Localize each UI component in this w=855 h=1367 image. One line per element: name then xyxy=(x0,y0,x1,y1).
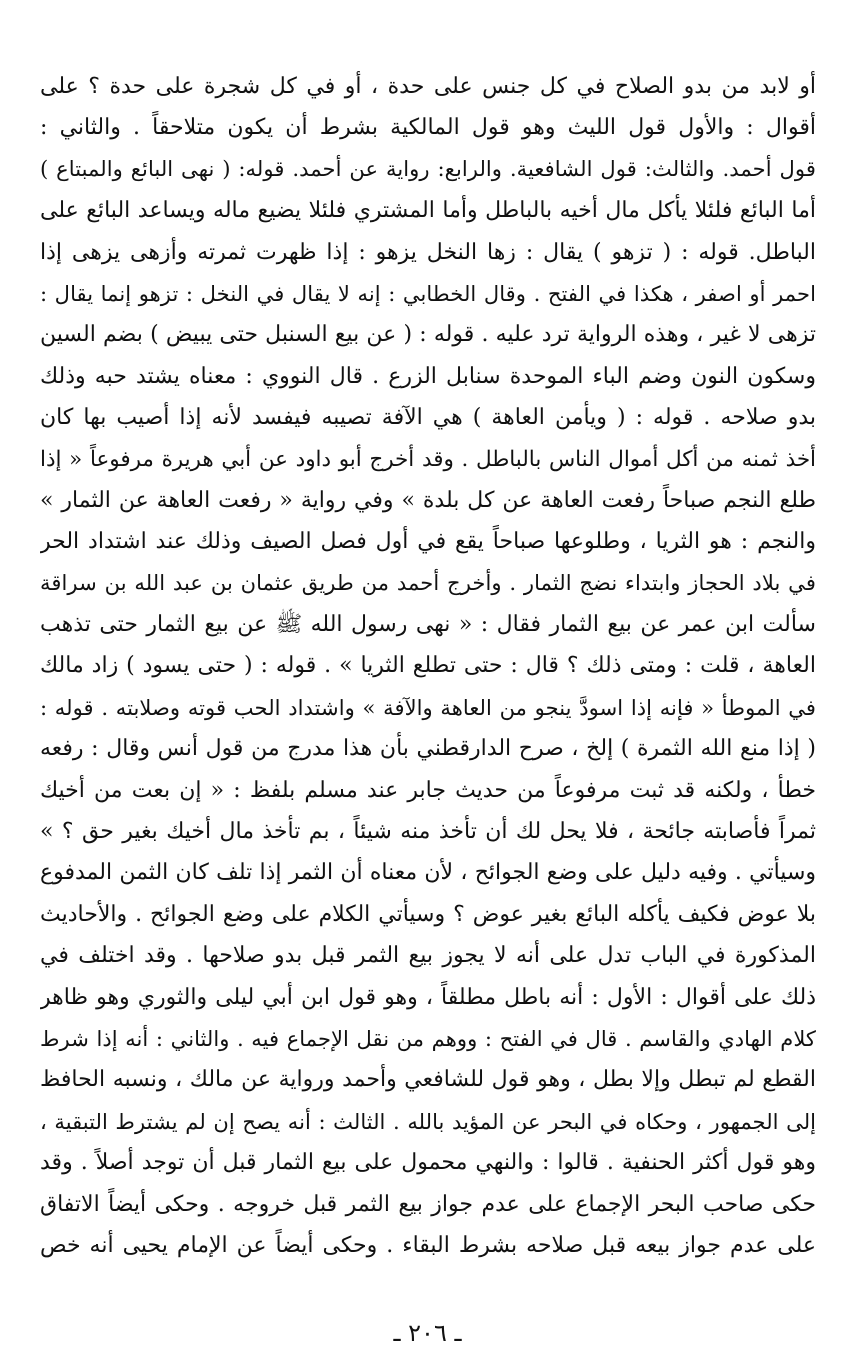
text-line: كلام الهادي والقاسم . قال في الفتح : ووهم من نقل الإجماع فيه . والثاني : أنه إذا شرط xyxy=(40,1025,816,1051)
text-line: ذلك على أقوال : الأول : أنه باطل مطلقاً ، وهو قول ابن أبي ليلى والثوري وهو ظاهر xyxy=(40,984,816,1010)
text-line: العاهة ، قلت : ومتى ذلك ؟ قال : حتى تطلع الثريا » . قوله : ( حتى يسود ) زاد مالك xyxy=(40,653,816,679)
text-line: قول أحمد. والثالث: قول الشافعية. والرابع: رواية عن أحمد. قوله: ( نهى البائع والمبتاع ) xyxy=(40,156,816,182)
page-number: ـ ٢٠٦ ـ xyxy=(393,1319,462,1347)
text-line: على عدم جواز بيعه قبل صلاحه بشرط البقاء . وحكى أيضاً عن الإمام يحيى أنه خص xyxy=(40,1232,816,1258)
text-line: بدو صلاحه . قوله : ( ويأمن العاهة ) هي الآفة تصيبه فيفسد لأنه إذا أصيب بها كان xyxy=(40,405,816,431)
text-line: احمر أو اصفر ، هكذا في الفتح . وقال الخطابي : إنه لا يقال في النخل : تزهو إنما يقال : xyxy=(40,280,816,306)
text-line: الباطل. قوله : ( تزهو ) يقال : زها النخل يزهو : إذا ظهرت ثمرته وأزهى يزهى إذا xyxy=(40,239,816,265)
text-line: طلع النجم صباحاً رفعت العاهة عن كل بلدة » وفي رواية « رفعت العاهة عن الثمار » xyxy=(40,487,816,513)
text-line: وسكون النون وضم الباء الموحدة سنابل الزرع . قال النووي : معناه يشتد حبه وذلك xyxy=(40,363,816,389)
text-line: أما البائع فلئلا يأكل مال أخيه بالباطل وأما المشتري فلئلا يضيع ماله ويساعد البائع على xyxy=(40,198,816,224)
text-line: سألت ابن عمر عن بيع الثمار فقال : « نهى رسول الله ﷺ عن بيع الثمار حتى تذهب xyxy=(40,612,816,638)
text-line: أو لابد من بدو الصلاح في كل جنس على حدة ، أو في كل شجرة على حدة ؟ على xyxy=(40,74,816,99)
text-line: وسيأتي . وفيه دليل على وضع الجوائح ، لأن معناه أن الثمر إذا تلف كان الثمن المدفوع xyxy=(40,860,816,886)
text-line: في الموطأ « فإنه إذا اسودَّ ينجو من العاهة والآفة » واشتداد الحب قوته وصلابته . قوله : xyxy=(40,694,816,720)
text-line: خطأ ، ولكنه قد ثبت مرفوعاً من حديث جابر عند مسلم بلفظ : « إن بعت من أخيك xyxy=(40,777,816,803)
text-line: والنجم : هو الثريا ، وطلوعها صباحاً يقع في أول فصل الصيف وذلك عند اشتداد الحر xyxy=(40,529,816,555)
text-line: حكى صاحب البحر الإجماع على عدم جواز بيع الثمر قبل خروجه . وحكى أيضاً الاتفاق xyxy=(40,1191,816,1217)
text-line: ثمراً فأصابته جائحة ، فلا يحل لك أن تأخذ منه شيئاً ، بم تأخذ مال أخيك بغير حق ؟ » xyxy=(40,819,816,845)
body-text xyxy=(40,66,816,1266)
text-line: في بلاد الحجاز وابتداء نضج الثمار . وأخرج أحمد من طريق عثمان بن عبد الله بن سراقة xyxy=(40,570,816,596)
text-line: ( إذا منع الله الثمرة ) إلخ ، صرح الدارقطني بأن هذا مدرج من قول أنس وقال : رفعه xyxy=(40,736,816,762)
text-line: تزهى لا غير ، وهذه الرواية ترد عليه . قوله : ( عن بيع السنبل حتى يبيض ) بضم السين xyxy=(40,322,816,348)
text-line: بلا عوض فكيف يأكله البائع بغير عوض ؟ وسيأتي الكلام على وضع الجوائح . والأحاديث xyxy=(40,901,816,927)
text-line: وهو قول أكثر الحنفية . قالوا : والنهي محمول على بيع الثمار قبل أن توجد أصلاً . وقد xyxy=(40,1150,816,1176)
text-line: أقوال : والأول قول الليث وهو قول المالكية بشرط أن يكون متلاحقاً . والثاني : xyxy=(40,115,816,141)
text-line: إلى الجمهور ، وحكاه في البحر عن المؤيد بالله . الثالث : أنه يصح إن لم يشترط التبقية ، xyxy=(40,1108,816,1134)
text-line: أخذ ثمنه من أكل أموال الناس بالباطل . وقد أخرج أبو داود عن أبي هريرة مرفوعاً « إذا xyxy=(40,446,816,472)
text-line: القطع لم تبطل وإلا بطل ، وهو قول للشافعي وأحمد ورواية عن مالك ، ونسبه الحافظ xyxy=(40,1067,816,1093)
text-line: المذكورة في الباب تدل على أنه لا يجوز بيع الثمر قبل بدو صلاحها . وقد اختلف في xyxy=(40,943,816,969)
